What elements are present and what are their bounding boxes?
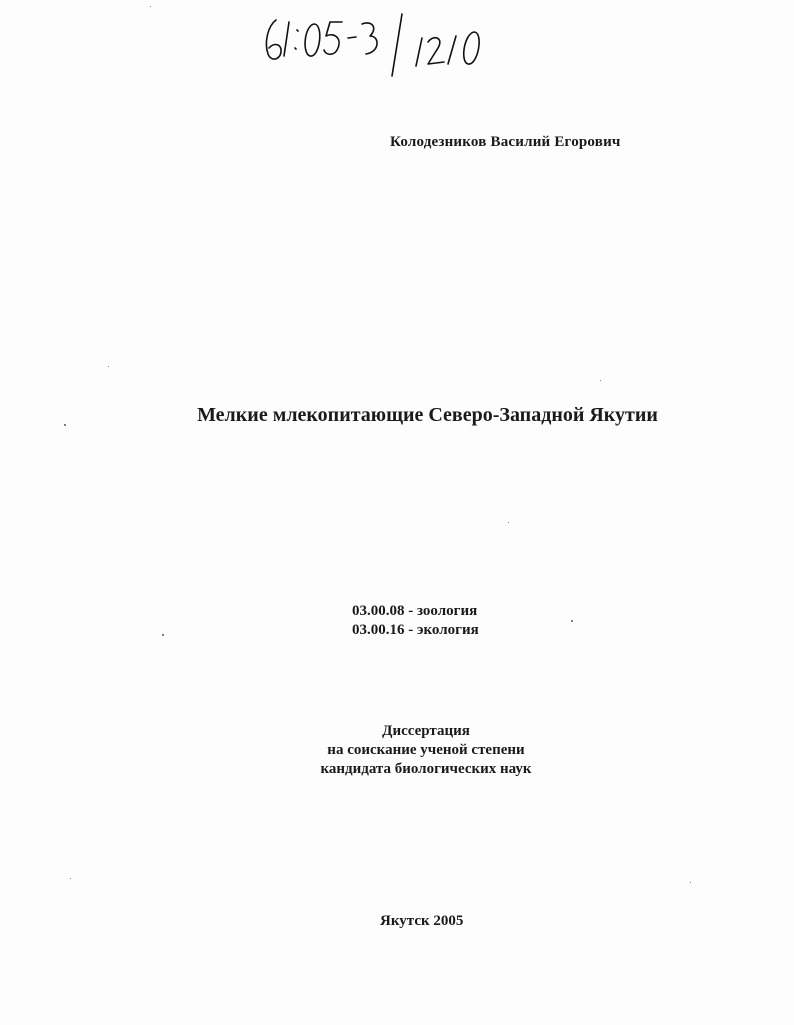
specialty-zoology: 03.00.08 - зоология (352, 603, 478, 619)
scan-speck (508, 522, 509, 523)
dissertation-title: Мелкие млекопитающие Северо-Западной Якутии (197, 404, 658, 426)
scan-speck (571, 620, 573, 622)
scan-speck (108, 366, 109, 367)
scan-speck (600, 380, 601, 381)
svg-text:61:05-3/1210: 61:05-3/1210 (262, 8, 268, 9)
scan-speck (690, 882, 691, 883)
scan-speck (70, 878, 71, 879)
degree-line-degree: кандидата биологических наук (320, 761, 532, 777)
specialty-ecology: 03.00.16 - экология (352, 622, 479, 638)
scan-speck (162, 634, 164, 636)
degree-line-type: Диссертация (382, 723, 470, 739)
author-name: Колодезников Василий Егорович (390, 134, 621, 150)
degree-line-purpose: на соискание ученой степени (327, 742, 525, 758)
scan-speck (64, 424, 66, 426)
place-and-year: Якутск 2005 (380, 913, 464, 929)
scan-speck (150, 6, 151, 7)
specialty-codes (352, 602, 479, 640)
handwritten-catalog-number (262, 8, 502, 78)
degree-statement (226, 722, 626, 779)
